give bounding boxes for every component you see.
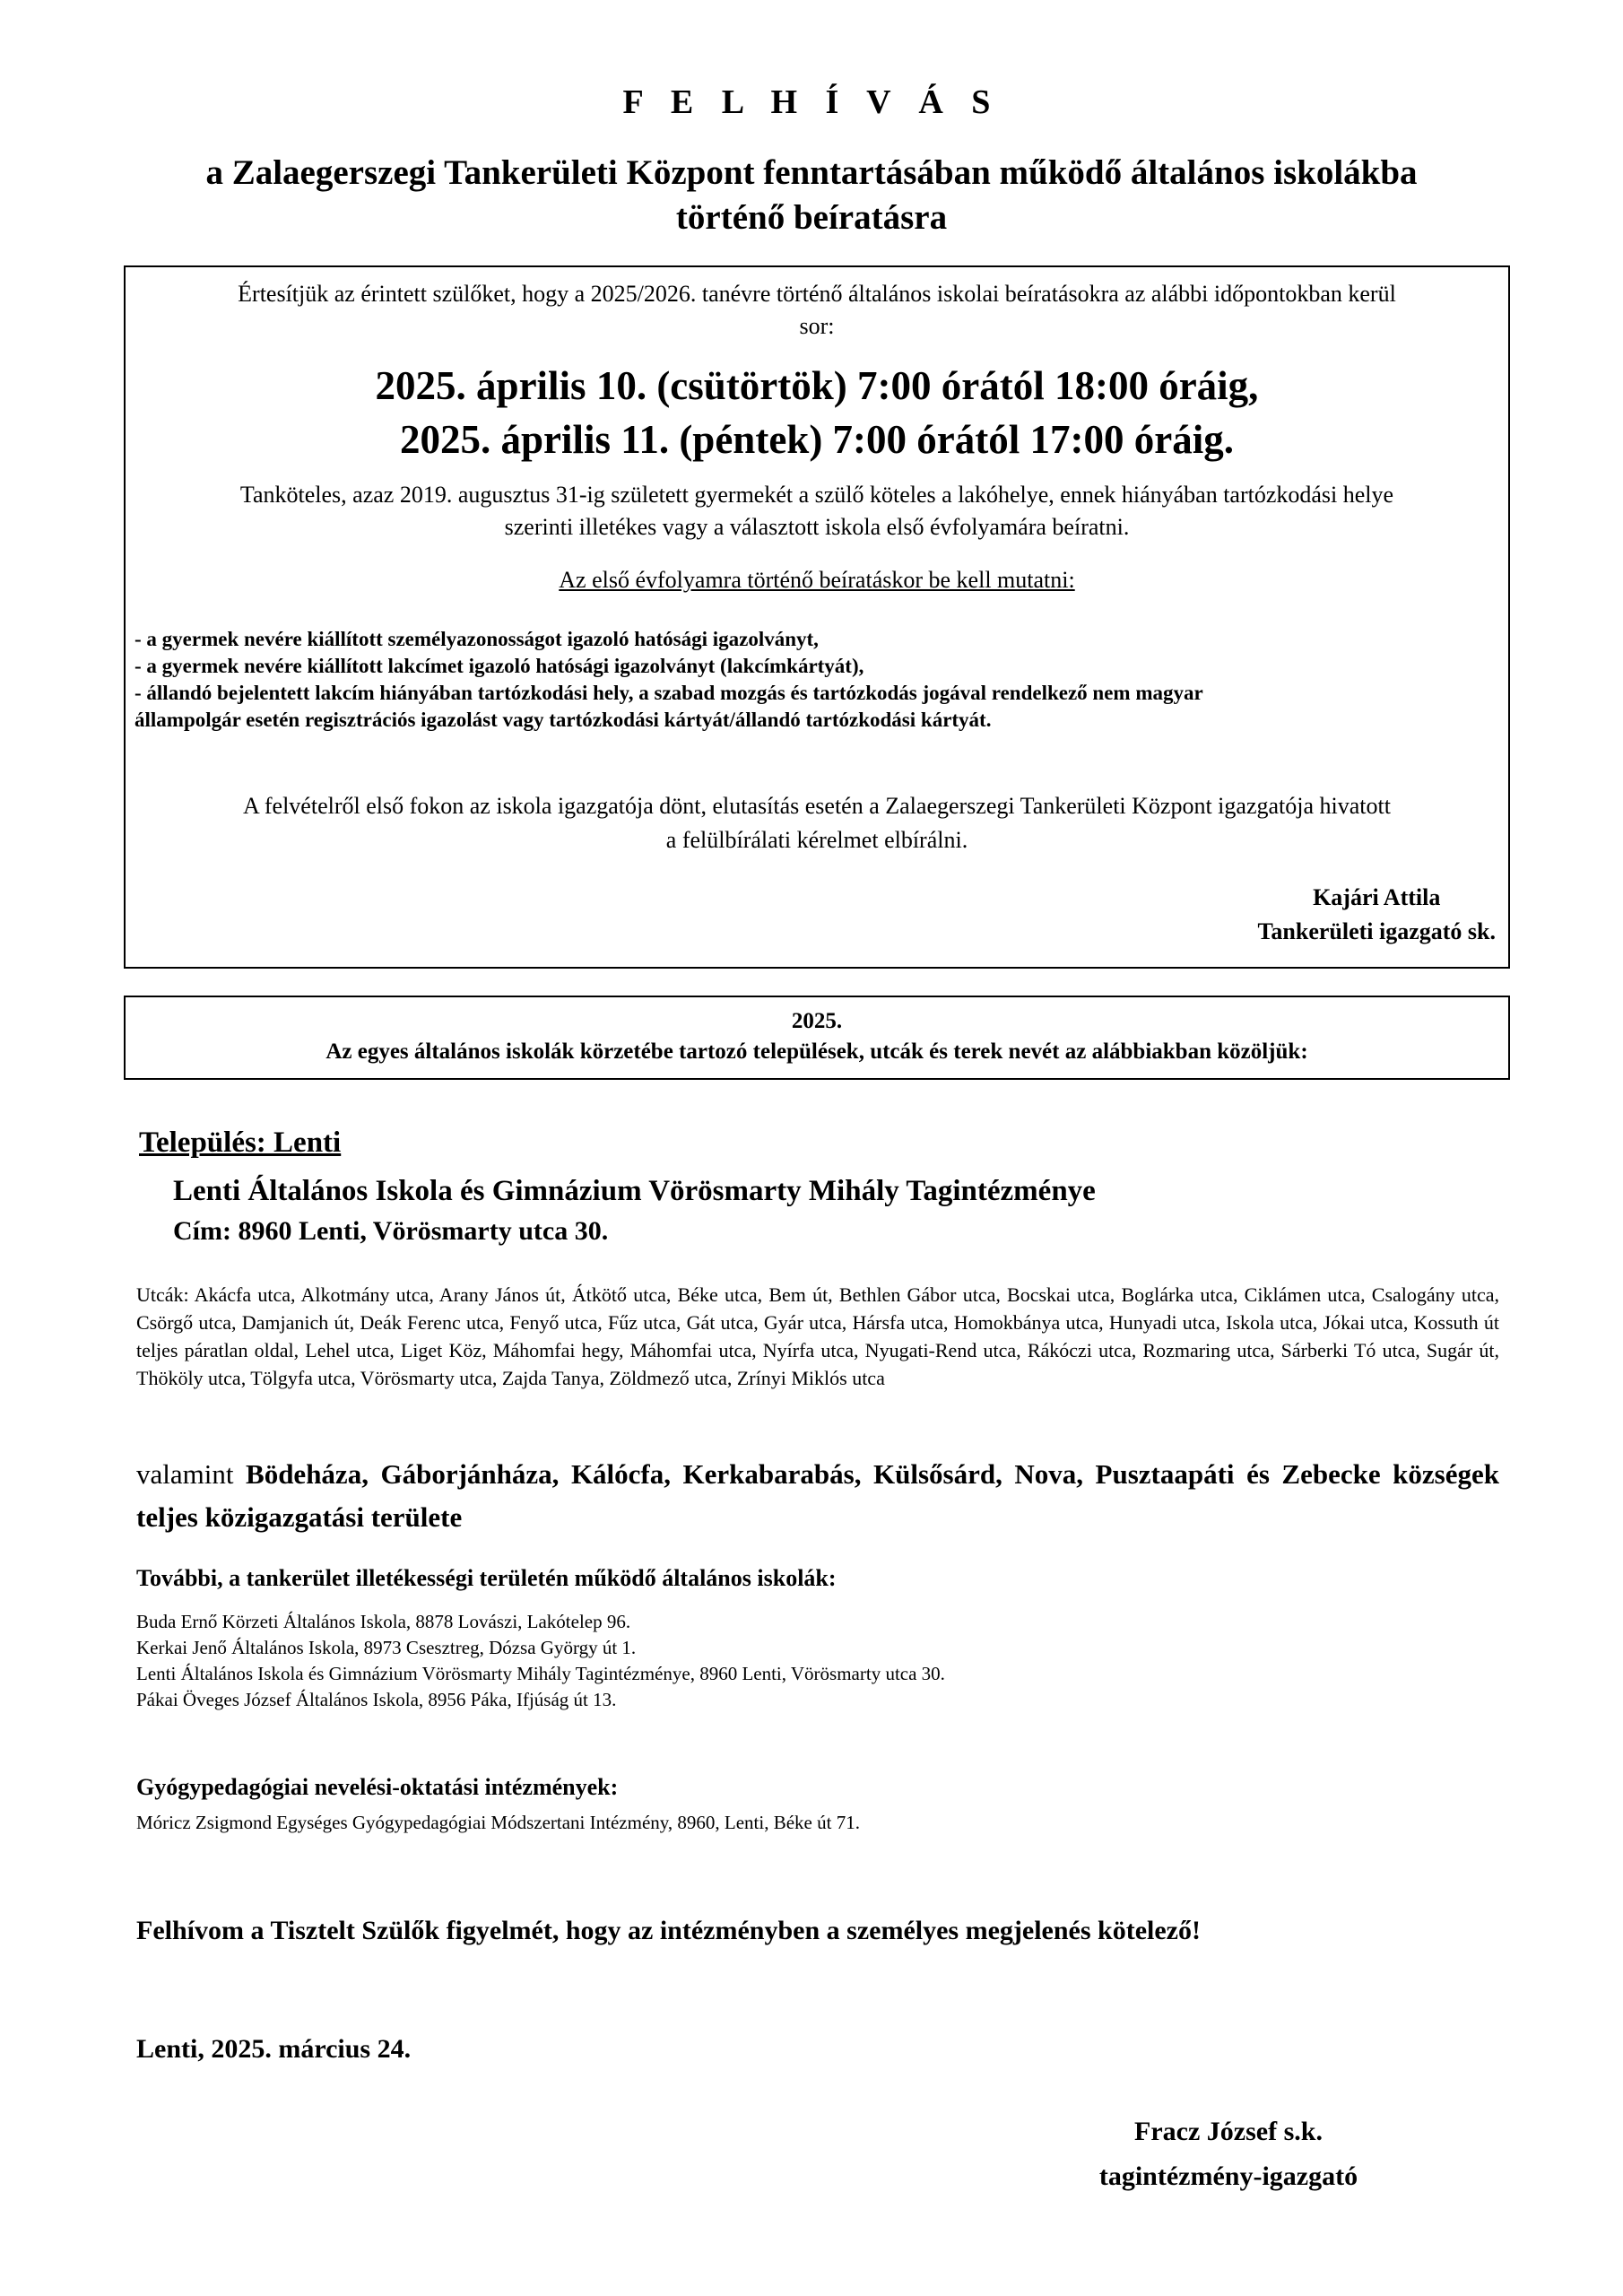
further-schools-heading: További, a tankerület illetékességi területén működő általános iskolák: <box>136 1565 837 1591</box>
further-schools-list <box>136 1609 945 1713</box>
intro-line: sor: <box>799 313 835 339</box>
subtitle-line: történő beíratásra <box>675 198 948 237</box>
district-text: Az egyes általános iskolák körzetébe tartozó települések, utcák és terek nevét az alábbiakban közöljük: <box>325 1039 1308 1064</box>
principal-signature <box>1067 2109 1390 2199</box>
document-title: F E L H Í V Á S <box>622 83 1001 121</box>
district-year: 2025. <box>791 1009 843 1033</box>
place-and-date: Lenti, 2025. március 24. <box>136 2034 412 2064</box>
document-subtitle <box>108 151 1515 240</box>
document-item: - a gyermek nevére kiállított személyazonosságot igazoló hatósági igazolványt, <box>135 628 819 650</box>
signer-title: Tankerületi igazgató sk. <box>1257 918 1496 944</box>
decision-line: a felülbírálati kérelmet elbírálni. <box>665 827 968 853</box>
special-institutions-heading: Gyógypedagógiai nevelési-oktatási intézmények: <box>136 1774 619 1800</box>
villages-prefix: valamint <box>136 1458 247 1490</box>
obligation-line: szerinti illetékes vagy a választott iskola első évfolyamára beíratni. <box>504 514 1130 540</box>
attendance-notice: Felhívom a Tisztelt Szülők figyelmét, hogy az intézményben a személyes megjelenés kötelező! <box>136 1916 1201 1945</box>
obligation-text <box>152 479 1481 544</box>
intro-line: Értesítjük az érintett szülőket, hogy a 2025/2026. tanévre történő általános iskolai beíratásokra az alábbi időpontokban kerül <box>238 281 1396 307</box>
school-address: Cím: 8960 Lenti, Vörösmarty utca 30. <box>173 1216 609 1246</box>
district-director-signature <box>1257 881 1496 949</box>
signer-name: Kajári Attila <box>1313 884 1441 910</box>
document-item: - állandó bejelentett lakcím hiányában tartózkodási hely, a szabad mozgás és tartózkodás jogával rendelkező nem magyar <box>135 682 1203 704</box>
signer-name: Fracz József s.k. <box>1134 2117 1323 2146</box>
required-documents-list <box>135 626 1490 734</box>
intro-text <box>152 278 1481 343</box>
required-documents-heading: Az első évfolyamra történő beíratáskor be kell mutatni: <box>559 567 1075 593</box>
school-name: Lenti Általános Iskola és Gimnázium Vörösmarty Mihály Tagintézménye <box>173 1175 1096 1207</box>
document-item: állampolgár esetén regisztrációs igazolást vagy tartózkodási kártyát/állandó tartózkodási kártyát. <box>135 709 992 731</box>
enrollment-notice-box <box>124 265 1510 969</box>
list-item: Lenti Általános Iskola és Gimnázium Vörösmarty Mihály Tagintézménye, 8960 Lenti, Vörösmarty utca 30. <box>136 1663 945 1684</box>
signer-title: tagintézmény-igazgató <box>1098 2161 1358 2191</box>
decision-text <box>152 789 1481 857</box>
document-item: - a gyermek nevére kiállított lakcímet igazoló hatósági igazolványt (lakcímkártyát), <box>135 655 864 677</box>
obligation-line: Tanköteles, azaz 2019. augusztus 31-ig született gyermekét a szülő köteles a lakóhelye, ennek hiányában tartózkodási helye <box>239 482 1394 508</box>
list-item: Kerkai Jenő Általános Iskola, 8973 Csesztreg, Dózsa György út 1. <box>136 1637 637 1658</box>
enrollment-date: 2025. április 10. (csütörtök) 7:00 órától 18:00 óráig, <box>375 363 1259 408</box>
special-institution-item: Móricz Zsigmond Egységes Gyógypedagógiai Módszertani Intézmény, 8960, Lenti, Béke út 71. <box>136 1812 860 1833</box>
enrollment-dates <box>126 359 1508 466</box>
settlement-heading: Település: Lenti <box>139 1126 342 1159</box>
list-item: Pákai Öveges József Általános Iskola, 8956 Páka, Ifjúság út 13. <box>136 1689 617 1710</box>
list-item: Buda Ernő Körzeti Általános Iskola, 8878 Lovászi, Lakótelep 96. <box>136 1611 631 1632</box>
subtitle-line: a Zalaegerszegi Tankerületi Központ fenntartásában működő általános iskolákba <box>205 153 1418 192</box>
district-info-box <box>124 996 1510 1080</box>
street-list: Utcák: Akácfa utca, Alkotmány utca, Arany János út, Átkötő utca, Béke utca, Bem út, Bethlen Gábor utca, Bocskai utca, Boglárka utca, Ciklámen utca, Csalogány utca, Csörgő utca, Damjanich út, Deák Ferenc utca, Fenyő utca, Fűz utca, Gát utca, Gyár utca, Hársfa utca, Homokbánya utca, Hunyadi utca, Iskola utca, Jókai utca, Kossuth út teljes páratlan oldal, Lehel utca, Liget Köz, Máhomfai hegy, Máhomfai utca, Nyírfa utca, Nyugati-Rend utca, Rákóczi utca, Rozmaring utca, Sárberki Tó utca, Sugár út, Thököly utca, Tölgyfa utca, Vörösmarty utca, Zajda Tanya, Zöldmező utca, Zrínyi Miklós utca <box>136 1283 1499 1389</box>
decision-line: A felvételről első fokon az iskola igazgatója dönt, elutasítás esetén a Zalaegerszegi Tankerületi Központ igazgatója hivatott <box>243 793 1391 819</box>
villages-list: Bödeháza, Gáborjánháza, Kálócfa, Kerkabarabás, Külsősárd, Nova, Pusztaapáti és Zebecke községek teljes közigazgatási területe <box>136 1458 1499 1533</box>
villages-text <box>136 1453 1499 1539</box>
enrollment-date: 2025. április 11. (péntek) 7:00 órától 17:00 óráig. <box>400 417 1234 462</box>
